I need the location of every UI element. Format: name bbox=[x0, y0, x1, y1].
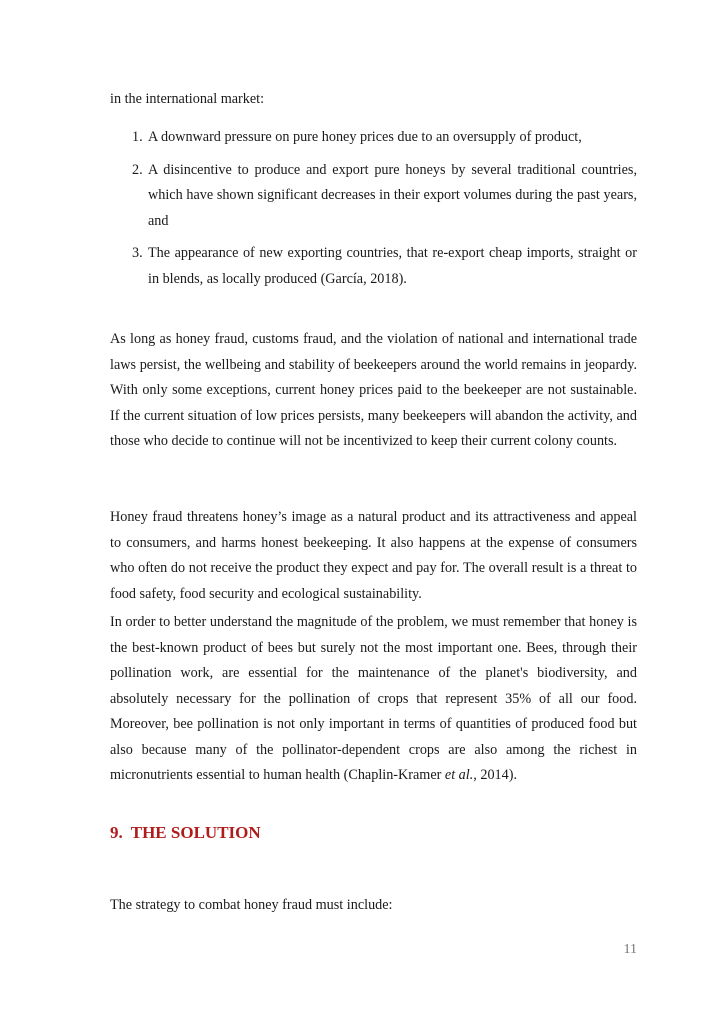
list-number: 2. bbox=[132, 161, 143, 178]
list-item-text: A downward pressure on pure honey prices due to an oversupply of product, bbox=[148, 129, 582, 145]
list-item bbox=[110, 241, 637, 292]
list-item bbox=[110, 158, 637, 235]
page-number: 11 bbox=[623, 942, 637, 957]
list-item bbox=[110, 125, 637, 151]
paragraph-text: In order to better understand the magnitude of the problem, we must remember that honey is the best-known product of bees but surely not the most important one. Bees, through their pollination work, are essential for the maintenance of the planet's biodiversity, and absolutely necessary for the pollination of crops that represent 35% of all our food. Moreover, bee pollination is not only important in terms of quantities of produced food but also because many of the pollinator-dependent crops are also among the richest in micronutrients essential to human health (Chaplin-Kramer bbox=[110, 614, 637, 783]
closing-text: The strategy to combat honey fraud must include: bbox=[110, 897, 393, 913]
section-title: THE SOLUTION bbox=[130, 823, 261, 842]
paragraph-honey-image: Honey fraud threatens honey’s image as a natural product and its attractiveness and appeal to consumers, and harms honest beekeeping. It also happens at the expense of consumers who often do not receive the product they expect and pay for. The overall result is a threat to food safety, food security and ecological sustainability. bbox=[110, 509, 637, 602]
paragraph-pollination bbox=[110, 610, 637, 789]
list-number: 3. bbox=[132, 245, 143, 261]
intro-text: in the international market: bbox=[110, 91, 265, 107]
list-item-text: A disincentive to produce and export pure honeys by several traditional countries, which have shown significant decreases in their export volumes during the past years, and bbox=[148, 161, 637, 229]
list-item-text: The appearance of new exporting countries, that re-export cheap imports, straight or in blends, as locally produced (García, 2018). bbox=[148, 245, 637, 287]
numbered-list bbox=[110, 125, 637, 299]
section-number: 9. bbox=[110, 823, 123, 842]
section-heading bbox=[110, 823, 261, 843]
paragraph-beekeeper-wellbeing: As long as honey fraud, customs fraud, and the violation of national and international trade laws persist, the wellbeing and stability of beekeepers around the world remains in jeopardy. With only some exceptions, current honey prices paid to the beekeeper are not sustainable. If the current situation of low prices persists, many beekeepers will abandon the activity, and those who decide to continue will not be incentivized to keep their current colony counts. bbox=[110, 331, 637, 449]
citation-italic: et al. bbox=[444, 767, 474, 783]
list-number: 1. bbox=[132, 129, 143, 145]
paragraph-text-end: , 2014). bbox=[473, 767, 518, 783]
